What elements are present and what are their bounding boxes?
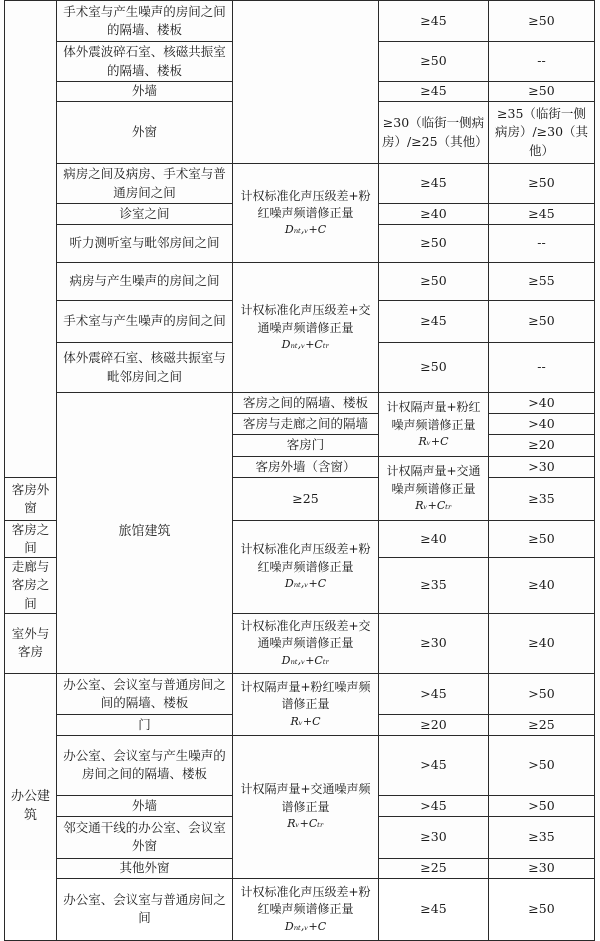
value-cell: >45 bbox=[379, 795, 489, 816]
part-cell: 手术室与产生噪声的房间之间 bbox=[57, 301, 233, 343]
part-cell: 外墙 bbox=[57, 82, 233, 102]
part-cell: 办公室、会议室与产生噪声的房间之间的隔墙、楼板 bbox=[57, 735, 233, 795]
part-cell: 体外震碎石室、核磁共振室与毗邻房间之间 bbox=[57, 343, 233, 393]
value-cell: ≥35 bbox=[379, 558, 489, 613]
part-cell: 病房与产生噪声的房间之间 bbox=[57, 263, 233, 301]
part-cell: 客房之间的隔墙、楼板 bbox=[233, 393, 379, 414]
method-formula: Rᵥ+C bbox=[290, 714, 321, 728]
value-cell: >45 bbox=[379, 673, 489, 714]
value-cell: ≥45 bbox=[379, 878, 489, 940]
part-cell: 客房之间 bbox=[5, 521, 57, 558]
method-cell bbox=[233, 735, 379, 878]
value-cell: ≥50 bbox=[489, 878, 595, 940]
method-cell bbox=[233, 878, 379, 940]
part-cell: 其他外窗 bbox=[57, 858, 233, 878]
value-cell: ≥25 bbox=[489, 714, 595, 735]
part-cell: 办公室、会议室与普通房间之间 bbox=[57, 878, 233, 940]
method-text: 计权标准化声压级差+交通噪声频谱修正量 bbox=[240, 618, 371, 651]
value-cell: ≥50 bbox=[489, 164, 595, 204]
category-cell-office: 办公建筑 bbox=[5, 673, 57, 940]
table-row bbox=[5, 1, 595, 42]
value-cell: ≥40 bbox=[489, 558, 595, 613]
value-cell: ≥50 bbox=[489, 1, 595, 42]
table-row bbox=[5, 263, 595, 301]
part-cell: 诊室之间 bbox=[57, 204, 233, 225]
value-cell: >50 bbox=[489, 795, 595, 816]
method-text: 计权隔声量+交通噪声频谱修正量 bbox=[386, 464, 481, 496]
value-cell: ≥45 bbox=[489, 204, 595, 225]
part-cell: 邻交通干线的办公室、会议室外窗 bbox=[57, 816, 233, 858]
method-cell bbox=[233, 263, 379, 393]
method-formula: Rᵥ+C bbox=[418, 434, 449, 448]
value-cell: ≥40 bbox=[379, 521, 489, 558]
value-cell: ≥45 bbox=[379, 1, 489, 42]
value-cell: -- bbox=[489, 225, 595, 263]
part-cell: 客房外墙（含窗） bbox=[233, 457, 379, 478]
method-formula: Dₙₜ,ᵥ+C bbox=[284, 577, 327, 591]
part-cell: 体外震波碎石室、核磁共振室的隔墙、楼板 bbox=[57, 42, 233, 82]
method-text: 计权隔声量+粉红噪声频谱修正量 bbox=[386, 400, 481, 432]
value-cell: >40 bbox=[489, 414, 595, 435]
table-row bbox=[5, 735, 595, 795]
value-cell: ≥50 bbox=[489, 301, 595, 343]
value-cell: ≥25 bbox=[379, 858, 489, 878]
value-cell: ≥30 bbox=[379, 816, 489, 858]
value-cell: ≥50 bbox=[379, 225, 489, 263]
value-cell: ≥40 bbox=[489, 613, 595, 673]
method-text: 计权隔声量+粉红噪声频谱修正量 bbox=[240, 679, 371, 712]
method-formula: Dₙₜ,ᵥ+Cₜᵣ bbox=[281, 337, 330, 351]
table-row bbox=[5, 673, 595, 714]
method-cell bbox=[379, 457, 489, 521]
part-cell: 门 bbox=[57, 714, 233, 735]
part-cell: 室外与客房 bbox=[5, 613, 57, 673]
part-cell: 手术室与产生噪声的房间之间的隔墙、楼板 bbox=[57, 1, 233, 42]
value-cell: ≥45 bbox=[379, 164, 489, 204]
method-text: 计权标准化声压级差+粉红噪声频谱修正量 bbox=[240, 188, 371, 221]
method-formula: Rᵥ+Cₜᵣ bbox=[415, 498, 452, 512]
value-cell: >45 bbox=[379, 735, 489, 795]
value-cell: ≥35（临街一侧病房）/≥30（其他） bbox=[489, 102, 595, 164]
part-cell: 听力测听室与毗邻房间之间 bbox=[57, 225, 233, 263]
value-cell: ≥50 bbox=[379, 263, 489, 301]
value-cell: ≥20 bbox=[379, 714, 489, 735]
part-cell: 走廊与客房之间 bbox=[5, 558, 57, 613]
table-row bbox=[5, 164, 595, 204]
part-cell: 客房与走廊之间的隔墙 bbox=[233, 414, 379, 435]
method-formula: Dₙₜ,ᵥ+Cₜᵣ bbox=[281, 653, 330, 667]
part-cell: 客房门 bbox=[233, 435, 379, 457]
value-cell: ≥50 bbox=[379, 343, 489, 393]
method-cell bbox=[233, 613, 379, 673]
value-cell: >30 bbox=[489, 457, 595, 478]
part-cell: 外窗 bbox=[57, 102, 233, 164]
category-cell-hotel: 旅馆建筑 bbox=[57, 393, 233, 674]
value-cell: ≥45 bbox=[379, 301, 489, 343]
value-cell: ≥45 bbox=[379, 82, 489, 102]
method-cell bbox=[233, 1, 379, 164]
method-formula: Rᵥ+Cₜᵣ bbox=[287, 817, 324, 831]
method-text: 计权标准化声压级差+粉红噪声频谱修正量 bbox=[240, 884, 371, 917]
method-text: 计权标准化声压级差+交通噪声频谱修正量 bbox=[240, 303, 371, 335]
method-cell bbox=[379, 393, 489, 457]
part-cell: 客房外窗 bbox=[5, 478, 57, 521]
value-cell: ≥25 bbox=[233, 478, 379, 521]
value-cell: >50 bbox=[489, 673, 595, 714]
value-cell: ≥55 bbox=[489, 263, 595, 301]
table-row bbox=[5, 878, 595, 940]
value-cell: ≥30 bbox=[489, 858, 595, 878]
part-cell: 办公室、会议室与普通房间之间的隔墙、楼板 bbox=[57, 673, 233, 714]
value-cell: >40 bbox=[489, 393, 595, 414]
value-cell: >50 bbox=[489, 735, 595, 795]
value-cell: ≥50 bbox=[379, 42, 489, 82]
value-cell: ≥35 bbox=[489, 816, 595, 858]
sound-insulation-table bbox=[4, 0, 595, 941]
method-cell bbox=[233, 164, 379, 263]
method-formula: Dₙₜ,ᵥ+C bbox=[284, 223, 327, 237]
method-cell bbox=[233, 521, 379, 614]
value-cell: ≥50 bbox=[489, 82, 595, 102]
value-cell: ≥40 bbox=[379, 204, 489, 225]
value-cell: -- bbox=[489, 42, 595, 82]
value-cell: ≥50 bbox=[489, 521, 595, 558]
method-text: 计权隔声量+交通噪声频谱修正量 bbox=[240, 782, 371, 814]
value-cell: ≥20 bbox=[489, 435, 595, 457]
value-cell: ≥30（临街一侧病房）/≥25（其他） bbox=[379, 102, 489, 164]
method-formula: Dₙₜ,ᵥ+C bbox=[284, 919, 327, 933]
method-cell bbox=[233, 673, 379, 735]
value-cell: ≥35 bbox=[489, 478, 595, 521]
part-cell: 病房之间及病房、手术室与普通房间之间 bbox=[57, 164, 233, 204]
value-cell: ≥30 bbox=[379, 613, 489, 673]
table-row bbox=[5, 393, 595, 414]
part-cell: 外墙 bbox=[57, 795, 233, 816]
category-cell-hospital bbox=[5, 1, 57, 478]
value-cell: -- bbox=[489, 343, 595, 393]
method-text: 计权标准化声压级差+粉红噪声频谱修正量 bbox=[240, 542, 371, 574]
